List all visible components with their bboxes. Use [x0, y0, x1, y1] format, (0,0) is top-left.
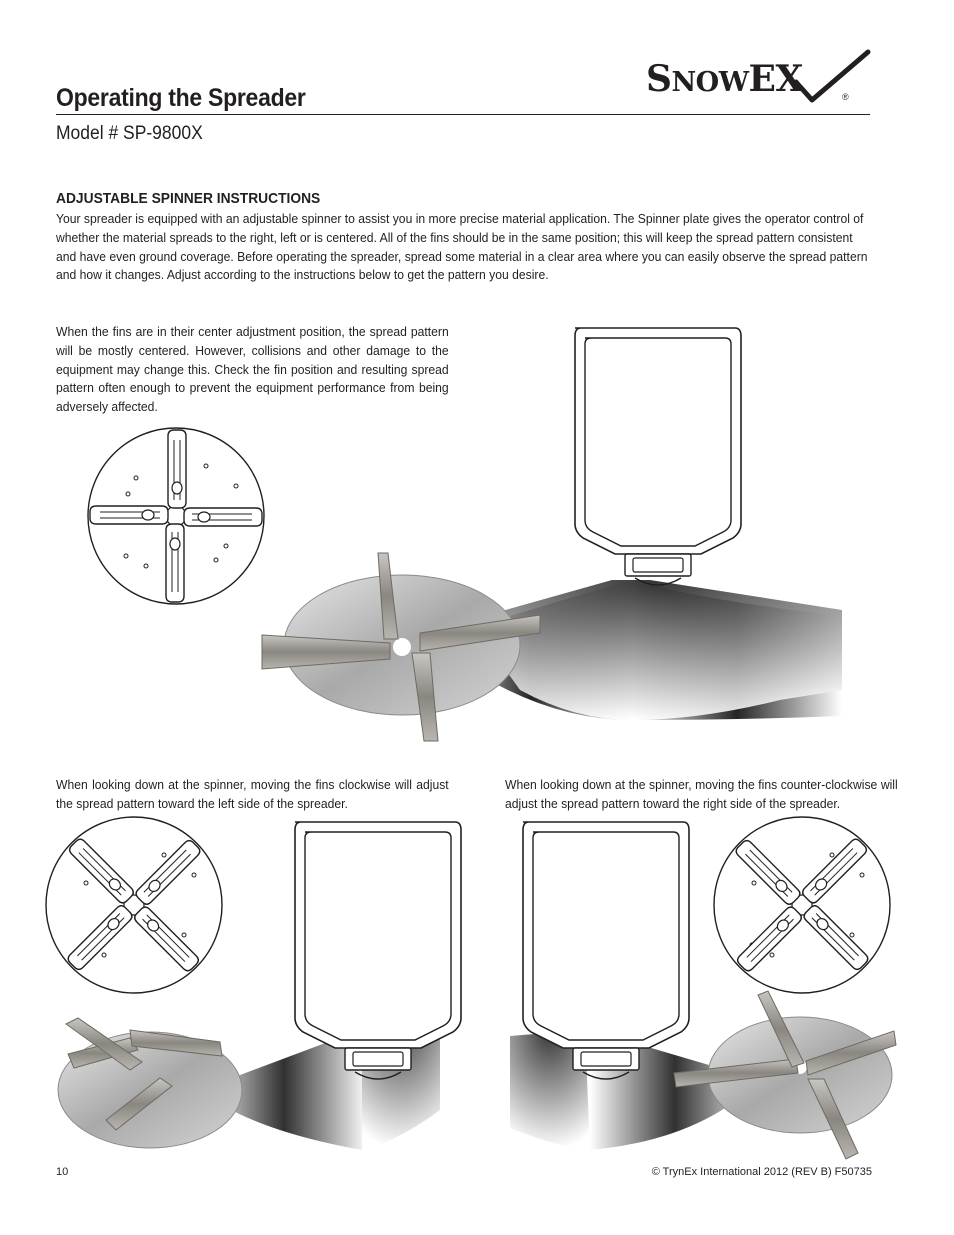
- counter-clockwise-text: When looking down at the spinner, moving the fins counter-clockwise will adjust the spread pattern toward the right side of the spreader.: [505, 777, 898, 811]
- counter-clockwise-spinner-drawing: [714, 817, 890, 993]
- snowex-logo: SNOWEX ®: [646, 48, 872, 110]
- clockwise-spinner-drawing: [46, 817, 222, 993]
- clockwise-spinner-photo: [58, 1018, 242, 1148]
- page-title: Operating the Spreader: [56, 84, 306, 112]
- center-position-text: When the fins are in their center adjustment position, the spread pattern will be mostly centered. However, collisions and other damage to the equipment may change this. Check the fin position and resulting spread pattern often enough to prevent the equipment performance from being adversely affected.: [56, 324, 449, 415]
- intro-paragraph: Your spreader is equipped with an adjustable spinner to assist you in more precise material application. The Spinner plate gives the operator control of whether the material spreads to the right, left or is centered. All of the fins should be in the same position; this will keep the spread pattern consistent and have even ground coverage. Before operating the spreader, spread some material in a clear area where you can easily observe the spread pattern and how it changes. Adjust according to the instructions below to get the pattern you desire.: [56, 211, 868, 283]
- clockwise-text: When looking down at the spinner, moving the fins clockwise will adjust the spread pattern toward the left side of the spreader.: [56, 777, 449, 811]
- page-number: 10: [56, 1166, 69, 1178]
- center-spinner-drawing: [88, 428, 264, 604]
- center-spinner-photo: [262, 553, 540, 741]
- counter-clockwise-spinner-photo: [674, 991, 896, 1159]
- section-heading: ADJUSTABLE SPINNER INSTRUCTIONS: [56, 190, 321, 207]
- copyright: © TrynEx International 2012 (REV B) F50735: [651, 1166, 872, 1178]
- model-number: Model # SP-9800X: [56, 123, 203, 144]
